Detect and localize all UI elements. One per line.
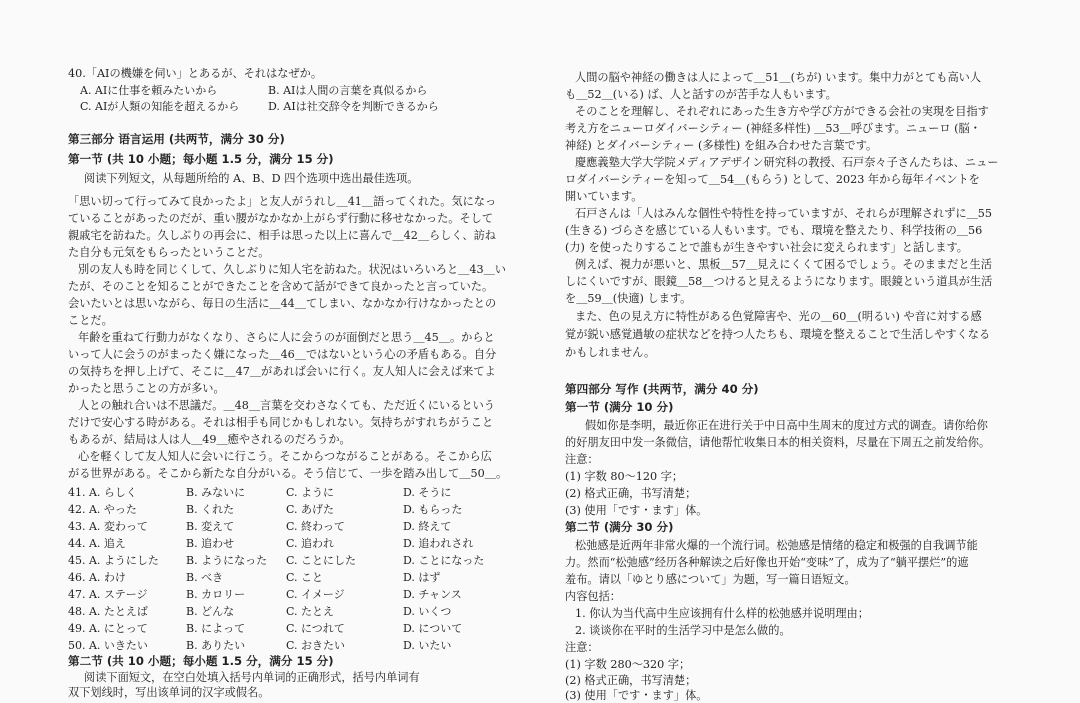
writing2-title: 第二节 (满分 30 分) xyxy=(565,520,674,534)
q40-option-d: D. AIは社交辞令を判断できるから xyxy=(268,100,439,113)
section1-title: 第一节 (共 10 小题；每小题 1.5 分，满分 15 分) xyxy=(68,152,334,166)
passage-line: かもしれません。 xyxy=(565,346,656,359)
option-c: C. あげた xyxy=(286,503,335,516)
writing1-note: (1) 字数 80～120 字； xyxy=(565,470,684,483)
writing2-note-label: 注意： xyxy=(565,641,599,654)
option-c: C. 終わって xyxy=(286,520,345,533)
passage-line: ていることがあったのだが、重い腰がなかなか上がらず行動に移せなかった。そして xyxy=(68,212,494,225)
option-c: C. おきたい xyxy=(286,639,346,652)
option-d: D. いくつ xyxy=(403,605,452,618)
passage-line: 神経) とダイバーシティー (多様性) を組み合わせた言葉です。 xyxy=(565,139,878,152)
writing1-title: 第一节 (满分 10 分) xyxy=(565,400,674,414)
option-d: D. はず xyxy=(403,571,441,584)
option-b: B. によって xyxy=(186,622,246,635)
passage-line: 慶應義塾大学大学院メディアデザイン研究科の教授、石戸奈々子さんたちは、ニュー xyxy=(575,156,999,169)
passage-line: だけで安心する時がある。それは相手も同じかもしれない。気持ちがすれちがうこと xyxy=(68,416,494,429)
option-c: C. につれて xyxy=(286,622,345,635)
q40-option-c: C. AIが人類の知能を超えるから xyxy=(80,100,240,113)
writing2-content: 2. 谈谈你在平时的生活学习中是怎么做的。 xyxy=(575,624,791,637)
passage-line: また、色の見え方に特性がある色覚障害や、光の＿60＿(明るい) や音に対する感 xyxy=(575,310,982,323)
passage-line: 会いたいとは思いながら、毎日の生活に＿44＿てしまい、なかなか行けなかったとの xyxy=(68,297,497,310)
passage-line: 年齢を重ねて行動力がなくなり、さらに人に会うのが面倒だと思う＿45＿。からと xyxy=(78,331,495,344)
passage-line: がる世界がある。そこから新たな自分がいる。そう信じて、一歩を踏み出して＿50＿。 xyxy=(68,467,508,480)
section2-instruction: 双下划线时，写出该单词的汉字或假名。 xyxy=(68,686,270,699)
writing1-text: 的好朋友田中发一条微信，请他帮忙收集日本的相关资料，尽量在下周五之前发给你。 xyxy=(565,436,991,449)
option-b: B. ありたい xyxy=(186,639,246,652)
writing2-content-label: 内容包括： xyxy=(565,590,621,603)
passage-line: も＿52＿(いる) ば、人と話すのが苦手な人もいます。 xyxy=(565,88,837,101)
option-d: D. 追われされ xyxy=(403,537,474,550)
writing2-content: 1. 你认为当代高中生应该拥有什么样的松弛感并说明理由； xyxy=(575,607,869,620)
passage-line: 「思い切って行ってみて良かったよ」と友人がうれし＿41＿語ってくれた。気になっ xyxy=(68,195,497,208)
passage-line: しにくいですが、眼鏡＿58＿つけると見えるようになります。眼鏡という道具が生活 xyxy=(565,275,993,288)
section2-instruction: 阅读下面短文，在空白处填入括号内单词的正确形式，括号内单词有 xyxy=(84,671,420,684)
option-c: C. こと xyxy=(286,571,324,584)
passage-line: そのことを理解し、それぞれにあった生き方や学び方ができる会社の実現を目指す xyxy=(575,105,989,118)
passage-line: ロダイバーシティーを知って＿54＿(もらう) として、2023 年から毎年イベントを xyxy=(565,173,980,186)
writing1-text: 假如你是李明，最近你正在进行关于中日高中生周末的度过方式的调查。请你给你 xyxy=(585,419,988,432)
option-b: B. どんな xyxy=(186,605,235,618)
passage-line: (力) を使ったりすることで誰もが生きやすい社会に変えられます」と話します。 xyxy=(565,241,968,254)
passage-line: もあるが、結局は人は人＿49＿癒やされるのだろうか。 xyxy=(68,433,351,446)
option-b: B. ようになった xyxy=(186,554,268,567)
passage-line: ことだ。 xyxy=(68,314,113,327)
passage-line: 人間の脳や神経の働きは人によって＿51＿(ちが) います。集中力がとても高い人 xyxy=(575,71,982,84)
writing1-note-label: 注意： xyxy=(565,453,599,466)
passage-line: たが、そのことを知ることができたことを含めて話ができて良かったと言っていた。 xyxy=(68,280,494,293)
option-a: 46. A. わけ xyxy=(68,571,126,584)
section2-title: 第二节 (共 10 小题；每小题 1.5 分，满分 15 分) xyxy=(68,654,334,668)
passage-line: かったと思うことの方が多い。 xyxy=(68,382,225,395)
option-c: C. イメージ xyxy=(286,588,345,601)
option-d: D. 終えて xyxy=(403,520,452,533)
option-a: 41. A. らしく xyxy=(68,486,137,499)
writing2-text: 松弛感是近两年非常火爆的一个流行词。松弛感是情绪的稳定和极强的自我调节能 xyxy=(575,539,978,552)
option-c: C. ことにした xyxy=(286,554,357,567)
option-a: 44. A. 追え xyxy=(68,537,126,550)
writing1-note: (2) 格式正确，书写清楚； xyxy=(565,487,697,500)
passage-line: 開いています。 xyxy=(565,190,643,203)
passage-line: 別の友人も時を同じくして、久しぶりに知人宅を訪ねた。状況はいろいろと＿43＿い xyxy=(78,263,506,276)
part4-title: 第四部分 写作 (共两节，满分 40 分) xyxy=(565,382,759,396)
option-d: D. いたい xyxy=(403,639,452,652)
option-c: C. たとえ xyxy=(286,605,335,618)
passage-line: いって人に会うのがまったく嫌になった＿46＿ではないという心の矛盾もある。自分 xyxy=(68,348,497,361)
passage-line: 人との触れ合いは不思議だ。＿48＿言葉を交わさなくても、ただ近くにいるという xyxy=(78,399,495,412)
passage-line: 親戚宅を訪ねた。久しぶりの再会に、相手は思った以上に喜んで＿42＿らしく、訪ね xyxy=(68,229,496,242)
writing2-note: (3) 使用「です・ます」体。 xyxy=(565,689,708,702)
option-c: C. ように xyxy=(286,486,335,499)
option-b: B. カロリー xyxy=(186,588,246,601)
passage-line: の気持ちを押し上げて、そこに＿47＿があれば会いに行く。友人知人に会えば来てよ xyxy=(68,365,496,378)
option-a: 43. A. 変わって xyxy=(68,520,148,533)
writing2-note: (2) 格式正确，书写清楚； xyxy=(565,674,697,687)
option-d: D. について xyxy=(403,622,463,635)
writing1-note: (3) 使用「です・ます」体。 xyxy=(565,504,708,517)
option-c: C. 追われ xyxy=(286,537,335,550)
option-a: 45. A. ようにした xyxy=(68,554,159,567)
option-d: D. チャンス xyxy=(403,588,462,601)
option-a: 48. A. たとえば xyxy=(68,605,148,618)
q40-stem: 40.「AIの機嫌を伺い」とあるが、それはなぜか。 xyxy=(68,67,323,80)
part3-title: 第三部分 语言运用 (共两节，满分 30 分) xyxy=(68,132,285,146)
passage-line: 考え方をニューロダイバーシティー (神経多样性) ＿53＿呼びます。ニューロ (脳・ xyxy=(565,122,981,135)
option-b: B. 追わせ xyxy=(186,537,235,550)
passage-line: を＿59＿(快適) します。 xyxy=(565,292,692,305)
option-b: B. みないに xyxy=(186,486,246,499)
option-a: 47. A. ステージ xyxy=(68,588,148,601)
option-d: D. ことになった xyxy=(403,554,485,567)
passage-line: 覚が鋭い感覚過敏の症状などを持つ人たちも、環境を整えることで生活しやすくなる xyxy=(565,328,991,341)
option-d: D. もらった xyxy=(403,503,463,516)
option-d: D. そうに xyxy=(403,486,452,499)
option-b: B. くれた xyxy=(186,503,235,516)
passage-line: (生きる) づらさを感じている人もいます。でも、環境を整えたり、科学技術の＿56 xyxy=(565,224,983,237)
option-b: B. 変えて xyxy=(186,520,235,533)
q40-option-b: B. AIは人間の言葉を真似るから xyxy=(268,84,428,97)
option-b: B. べき xyxy=(186,571,224,584)
option-a: 42. A. やった xyxy=(68,503,137,516)
option-a: 50. A. いきたい xyxy=(68,639,148,652)
writing2-text: 羞布。请以「ゆとり感について」为题，写一篇日语短文。 xyxy=(565,573,856,586)
writing2-note: (1) 字数 280～320 字； xyxy=(565,658,691,671)
writing2-text: 力。然而“松弛感”经历各种解读之后好像也开始“变味”了，成为了“躺平摆烂”的遮 xyxy=(565,556,969,569)
passage-line: 石戸さんは「人はみんな個性や特性を持っていますが、それらが理解されずに＿55 xyxy=(575,207,992,220)
q40-option-a: A. AIに仕事を頼みたいから xyxy=(80,84,218,97)
passage-line: 心を軽くして友人知人に会いに行こう。そこからつながることがある。そこから広 xyxy=(78,450,492,463)
passage-line: 例えば、視力が悪いと、黒板＿57＿見えにくくて困るでしょう。そのままだと生活 xyxy=(575,258,992,271)
passage-line: た自分も元気をもらったということだ。 xyxy=(68,246,270,259)
section1-instruction: 阅读下列短文，从每题所给的 A、B、D 四个选项中选出最佳选项。 xyxy=(84,172,419,185)
option-a: 49. A. にとって xyxy=(68,622,148,635)
